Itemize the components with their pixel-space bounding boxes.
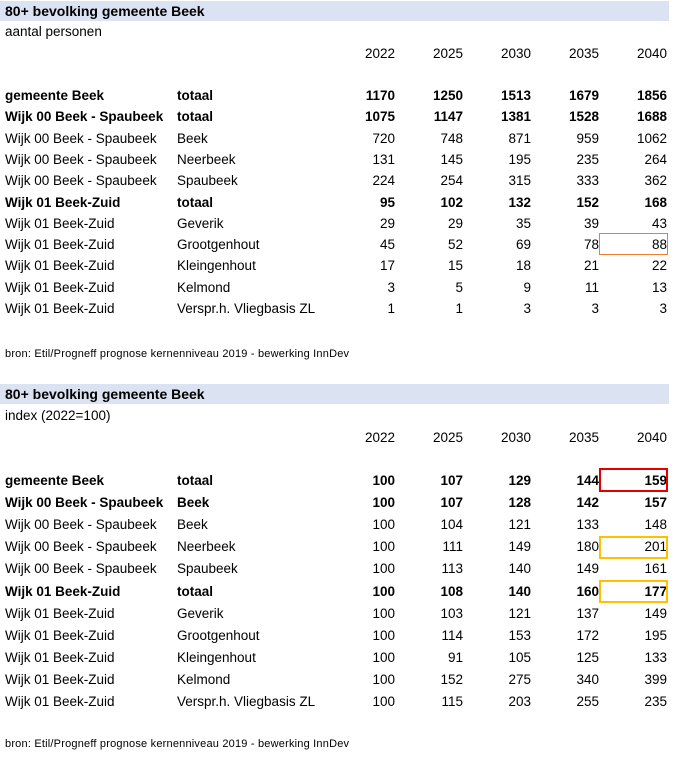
value-cell: 137: [576, 605, 599, 621]
kern-name: Grootgenhout: [177, 237, 260, 253]
value-cell: 100: [372, 694, 395, 709]
value-cell: 113: [441, 561, 463, 577]
value-cell: 5: [455, 279, 463, 295]
kern-name: Verspr.h. Vliegbasis ZL: [177, 694, 316, 709]
value-cell: 3: [659, 301, 667, 316]
year-2022: 2022: [364, 430, 395, 445]
value-cell: 195: [644, 627, 667, 643]
region-name: Wijk 01 Beek-Zuid: [5, 194, 121, 210]
kern-name: totaal: [177, 194, 214, 210]
value-cell: 69: [515, 237, 531, 253]
value-cell: 21: [583, 258, 599, 274]
value-cell: 1679: [568, 88, 599, 103]
table2-title: 80+ bevolking gemeente Beek: [0, 384, 669, 404]
year-2035: 2035: [568, 46, 599, 61]
table-row: [0, 514, 669, 535]
value-cell: 1062: [636, 130, 667, 146]
kern-name: Geverik: [177, 215, 224, 231]
value-cell: 52: [447, 237, 463, 253]
value-cell: 871: [508, 130, 531, 146]
value-cell: 35: [515, 215, 531, 231]
kern-name: Neerbeek: [177, 539, 236, 555]
value-cell: 264: [644, 151, 667, 167]
value-cell: 102: [440, 194, 463, 210]
table2-year-header: [0, 427, 669, 448]
value-cell: 3: [387, 279, 395, 295]
kern-name: totaal: [177, 583, 214, 599]
value-cell: 18: [515, 258, 531, 274]
table-row: [0, 298, 669, 319]
value-cell: 1688: [636, 109, 667, 125]
value-cell: 148: [644, 517, 667, 533]
value-cell: 3: [591, 301, 599, 316]
value-cell: 1513: [500, 88, 531, 103]
highlight-box-yellow-beek-zuid: [599, 580, 668, 603]
value-cell: 100: [372, 473, 395, 488]
value-cell: 88: [651, 237, 667, 253]
region-name: Wijk 01 Beek-Zuid: [5, 258, 115, 274]
table-row: [0, 492, 669, 513]
value-cell: 168: [644, 194, 667, 210]
table2-source: bron: Etil/Progneff prognose kernenniveau 2019 - bewerking InnDev: [5, 738, 350, 750]
year-2040: 2040: [636, 46, 667, 61]
table-row: [0, 128, 669, 149]
kern-name: Grootgenhout: [177, 627, 260, 643]
kern-name: Kelmond: [177, 279, 231, 295]
table-row: [0, 603, 669, 624]
value-cell: 152: [440, 671, 463, 687]
table-row: [0, 669, 669, 690]
region-name: Wijk 00 Beek - Spaubeek: [5, 151, 157, 167]
value-cell: 95: [379, 194, 395, 210]
value-cell: 103: [440, 605, 463, 621]
region-name: Wijk 01 Beek-Zuid: [5, 627, 115, 643]
value-cell: 128: [508, 495, 531, 511]
table-row: [0, 558, 669, 579]
value-cell: 1147: [433, 109, 463, 125]
value-cell: 157: [644, 495, 667, 511]
table1-source: bron: Etil/Progneff prognose kernenniveau 2019 - bewerking InnDev: [5, 348, 350, 360]
highlight-box-yellow-neerbeek: [599, 536, 668, 559]
table-row: [0, 234, 669, 255]
table-row: [0, 106, 669, 127]
kern-name: Verspr.h. Vliegbasis ZL: [177, 301, 316, 316]
value-cell: 129: [508, 473, 531, 488]
kern-name: Beek: [177, 130, 208, 146]
value-cell: 100: [372, 495, 395, 511]
region-name: gemeente Beek: [5, 473, 105, 488]
value-cell: 201: [644, 539, 667, 555]
region-name: Wijk 00 Beek - Spaubeek: [5, 561, 157, 577]
table-row: [0, 581, 669, 602]
value-cell: 29: [379, 215, 395, 231]
table-row: [0, 277, 669, 298]
region-name: Wijk 00 Beek - Spaubeek: [5, 130, 157, 146]
region-name: Wijk 01 Beek-Zuid: [5, 583, 121, 599]
value-cell: 9: [523, 279, 531, 295]
value-cell: 91: [447, 649, 463, 665]
value-cell: 22: [651, 258, 667, 274]
region-name: Wijk 01 Beek-Zuid: [5, 279, 115, 295]
year-2030: 2030: [500, 430, 531, 445]
value-cell: 45: [379, 237, 395, 253]
year-2040: 2040: [636, 430, 667, 445]
table-row: [0, 691, 669, 712]
value-cell: 180: [576, 539, 599, 555]
table-row: [0, 255, 669, 276]
year-2035: 2035: [568, 430, 599, 445]
value-cell: 125: [576, 649, 599, 665]
kern-name: Beek: [177, 517, 208, 533]
highlight-box-orange: [599, 233, 668, 255]
value-cell: 153: [508, 627, 531, 643]
kern-name: totaal: [177, 109, 214, 125]
value-cell: 105: [508, 649, 531, 665]
value-cell: 1381: [500, 109, 531, 125]
value-cell: 100: [372, 517, 395, 533]
kern-name: Kleingenhout: [177, 649, 256, 665]
value-cell: 133: [576, 517, 599, 533]
value-cell: 333: [576, 173, 599, 189]
value-cell: 149: [508, 539, 531, 555]
value-cell: 235: [576, 151, 599, 167]
table-row: [0, 213, 669, 234]
value-cell: 115: [441, 694, 463, 709]
region-name: Wijk 00 Beek - Spaubeek: [5, 539, 157, 555]
value-cell: 1528: [568, 109, 599, 125]
region-name: Wijk 00 Beek - Spaubeek: [5, 109, 164, 125]
value-cell: 142: [576, 495, 599, 511]
region-name: Wijk 01 Beek-Zuid: [5, 301, 115, 316]
table-row: [0, 470, 669, 491]
value-cell: 172: [576, 627, 599, 643]
value-cell: 149: [576, 561, 599, 577]
value-cell: 144: [576, 473, 599, 488]
value-cell: 100: [372, 605, 395, 621]
value-cell: 399: [644, 671, 667, 687]
value-cell: 254: [440, 173, 463, 189]
value-cell: 121: [508, 517, 531, 533]
value-cell: 959: [576, 130, 599, 146]
value-cell: 107: [440, 495, 463, 511]
kern-name: totaal: [177, 473, 214, 488]
kern-name: totaal: [177, 88, 214, 103]
value-cell: 100: [372, 671, 395, 687]
kern-name: Neerbeek: [177, 151, 236, 167]
region-name: Wijk 01 Beek-Zuid: [5, 605, 115, 621]
table-row: [0, 85, 669, 106]
value-cell: 100: [372, 539, 395, 555]
value-cell: 78: [583, 237, 599, 253]
table1-year-header: [0, 43, 669, 64]
table1-subtitle: aantal personen: [5, 24, 102, 39]
value-cell: 224: [372, 173, 395, 189]
value-cell: 108: [440, 583, 463, 599]
value-cell: 235: [644, 694, 667, 709]
kern-name: Kelmond: [177, 671, 231, 687]
value-cell: 13: [651, 279, 667, 295]
table-row: [0, 647, 669, 668]
value-cell: 161: [644, 561, 667, 577]
value-cell: 362: [644, 173, 667, 189]
value-cell: 121: [508, 605, 531, 621]
value-cell: 104: [440, 517, 463, 533]
value-cell: 720: [372, 130, 395, 146]
value-cell: 152: [576, 194, 599, 210]
table-row: [0, 625, 669, 646]
value-cell: 132: [508, 194, 531, 210]
region-name: Wijk 01 Beek-Zuid: [5, 215, 115, 231]
year-2022: 2022: [364, 46, 395, 61]
value-cell: 29: [447, 215, 463, 231]
value-cell: 114: [441, 627, 463, 643]
kern-name: Spaubeek: [177, 561, 238, 577]
table-row: [0, 536, 669, 557]
value-cell: 133: [644, 649, 667, 665]
table-row: [0, 170, 669, 191]
value-cell: 1170: [365, 88, 395, 103]
value-cell: 149: [644, 605, 667, 621]
region-name: Wijk 01 Beek-Zuid: [5, 694, 115, 709]
value-cell: 111: [442, 539, 463, 555]
region-name: gemeente Beek: [5, 88, 105, 103]
value-cell: 17: [379, 258, 395, 274]
value-cell: 160: [576, 583, 599, 599]
value-cell: 43: [651, 215, 667, 231]
region-name: Wijk 01 Beek-Zuid: [5, 671, 115, 687]
value-cell: 1: [455, 301, 463, 316]
kern-name: Geverik: [177, 605, 224, 621]
value-cell: 748: [440, 130, 463, 146]
table-row: [0, 192, 669, 213]
kern-name: Beek: [177, 495, 210, 511]
region-name: Wijk 00 Beek - Spaubeek: [5, 495, 164, 511]
value-cell: 340: [576, 671, 599, 687]
value-cell: 1075: [364, 109, 395, 125]
value-cell: 39: [583, 215, 599, 231]
value-cell: 100: [372, 649, 395, 665]
value-cell: 145: [440, 151, 463, 167]
value-cell: 100: [372, 627, 395, 643]
value-cell: 3: [523, 301, 531, 316]
value-cell: 15: [447, 258, 463, 274]
value-cell: 131: [372, 151, 395, 167]
value-cell: 11: [584, 279, 599, 295]
year-2025: 2025: [432, 46, 463, 61]
value-cell: 1250: [432, 88, 463, 103]
kern-name: Spaubeek: [177, 173, 238, 189]
value-cell: 1856: [636, 88, 667, 103]
value-cell: 107: [440, 473, 463, 488]
value-cell: 140: [508, 583, 531, 599]
highlight-box-red: [599, 468, 668, 492]
region-name: Wijk 01 Beek-Zuid: [5, 237, 115, 253]
region-name: Wijk 00 Beek - Spaubeek: [5, 517, 157, 533]
value-cell: 159: [644, 473, 667, 488]
value-cell: 1: [387, 301, 395, 316]
table-row: [0, 149, 669, 170]
value-cell: 195: [508, 151, 531, 167]
year-2030: 2030: [500, 46, 531, 61]
value-cell: 140: [508, 561, 531, 577]
year-2025: 2025: [432, 430, 463, 445]
kern-name: Kleingenhout: [177, 258, 256, 274]
value-cell: 315: [508, 173, 531, 189]
value-cell: 177: [644, 583, 667, 599]
region-name: Wijk 01 Beek-Zuid: [5, 649, 115, 665]
table2-subtitle: index (2022=100): [5, 408, 111, 423]
value-cell: 255: [576, 694, 599, 709]
value-cell: 275: [508, 671, 531, 687]
value-cell: 100: [372, 561, 395, 577]
value-cell: 203: [508, 694, 531, 709]
region-name: Wijk 00 Beek - Spaubeek: [5, 173, 157, 189]
value-cell: 100: [372, 583, 395, 599]
table1-title: 80+ bevolking gemeente Beek: [0, 1, 669, 21]
